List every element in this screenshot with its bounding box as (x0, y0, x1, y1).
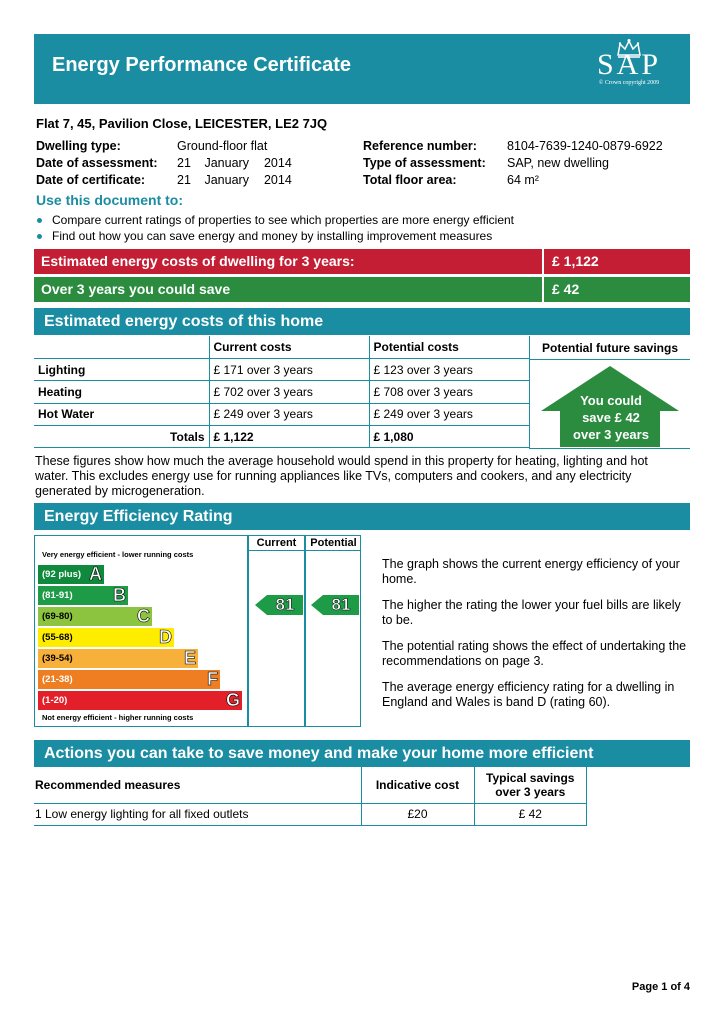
band-letter: C (137, 606, 150, 626)
rating-explanation (382, 557, 688, 721)
assessment-date-row (36, 155, 292, 172)
totals-label: Totals (34, 426, 209, 448)
actions-table (34, 767, 587, 826)
rating-band-f (38, 670, 220, 689)
reference-row (363, 138, 663, 155)
table-header-empty (34, 336, 209, 358)
crown-copyright: © Crown copyright 2009 (598, 80, 660, 86)
list-item (36, 228, 514, 244)
band-range: (21-38) (42, 674, 73, 685)
certificate-day: 21 (177, 173, 191, 187)
details-right (363, 138, 663, 189)
table-row (34, 358, 529, 380)
sap-logo-text: SAP (596, 48, 662, 81)
totals-row (34, 426, 529, 448)
current-rating-value: 81 (275, 595, 295, 614)
bullet-icon (37, 218, 42, 223)
costs-note: These figures show how much the average household would spend in this property for heating, lighting and hot water. This excludes energy use for running appliances like TVs, computers and cookers, and any electricity generated by microgeneration. (35, 454, 648, 498)
future-savings-line: over 3 years (573, 427, 649, 442)
list-item (36, 212, 514, 228)
band-letter: B (113, 585, 126, 605)
current-rating-arrow (255, 595, 303, 620)
property-address: Flat 7, 45, Pavilion Close, LEICESTER, LE2 7JQ (36, 116, 328, 131)
row-name: Hot Water (34, 403, 209, 425)
assessment-day: 21 (177, 156, 191, 170)
estimated-cost-value: £ 1,122 (552, 253, 599, 269)
floor-area-row (363, 172, 663, 189)
sap-logo (584, 38, 674, 100)
band-letter: D (159, 627, 172, 647)
total-current: £ 1,122 (209, 426, 369, 448)
rating-band-b (38, 586, 128, 605)
rating-paragraph: The potential rating shows the effect of undertaking the recommendations on page 3. (382, 639, 687, 668)
current-column-header: Current (249, 536, 304, 551)
table-header-potential: Potential costs (369, 336, 529, 358)
measure-cost: £20 (361, 803, 474, 825)
table-header-current: Current costs (209, 336, 369, 358)
future-savings-text (550, 392, 672, 443)
band-letter: A (89, 564, 102, 584)
actions-section-header: Actions you can take to save money and make your home more efficient (34, 740, 690, 767)
efficient-label: Very energy efficient - lower running costs (42, 550, 194, 559)
band-letter: E (183, 648, 196, 668)
dwelling-type-value: Ground-floor flat (177, 139, 268, 153)
inefficient-label: Not energy efficient - higher running costs (42, 713, 194, 722)
bullet-icon (37, 234, 42, 239)
row-current: £ 171 over 3 years (209, 358, 369, 380)
rating-band-d (38, 628, 174, 647)
savings-header: Typical savings over 3 years (474, 767, 587, 803)
page-number: Page 1 of 4 (631, 981, 690, 993)
estimated-cost-label: Estimated energy costs of dwelling for 3 years: (34, 249, 544, 274)
potential-rating-value: 81 (331, 595, 351, 614)
costs-table (34, 336, 529, 448)
rating-band-c (38, 607, 152, 626)
assessment-date-value (177, 155, 292, 172)
band-range: (1-20) (42, 695, 68, 706)
assessment-type-value: SAP, new dwelling (507, 156, 609, 170)
rating-band-a (38, 565, 104, 584)
certificate-date-row (36, 172, 292, 189)
use-document-title: Use this document to: (36, 192, 184, 208)
certificate-year: 2014 (263, 173, 292, 187)
band-letter: G (225, 690, 240, 710)
costs-section-header: Estimated energy costs of this home (34, 308, 690, 335)
savings-bar (34, 277, 690, 302)
certificate-date-label: Date of certificate: (36, 173, 146, 187)
savings-value: £ 42 (552, 281, 580, 297)
measure-saving: £ 42 (474, 803, 587, 825)
rating-section-header: Energy Efficiency Rating (34, 503, 690, 530)
assessment-date-label: Date of assessment: (36, 156, 158, 170)
measure-name: 1 Low energy lighting for all fixed outlets (34, 803, 361, 825)
table-header-row (34, 336, 529, 358)
row-current: £ 249 over 3 years (209, 403, 369, 425)
dwelling-type-label: Dwelling type: (36, 139, 121, 153)
certificate-month: January (204, 173, 249, 187)
future-savings-header: Potential future savings (529, 336, 690, 360)
future-savings-line: You could (580, 393, 642, 408)
rating-paragraph: The average energy efficiency rating for a dwelling in England and Wales is band D (rating 60). (382, 680, 675, 709)
rating-chart (34, 535, 361, 727)
row-potential: £ 249 over 3 years (369, 403, 529, 425)
column-divider (304, 536, 306, 726)
band-letter: F (207, 669, 218, 689)
assessment-month: January (204, 156, 249, 170)
table-row (34, 803, 587, 825)
row-name: Lighting (34, 358, 209, 380)
assessment-type-label: Type of assessment: (363, 156, 486, 170)
rating-paragraph: The higher the rating the lower your fuel bills are likely to be. (382, 598, 681, 627)
cost-header: Indicative cost (361, 767, 474, 803)
future-savings-box (529, 360, 690, 449)
row-name: Heating (34, 381, 209, 403)
certificate-date-value (177, 172, 292, 189)
bullet-text: Find out how you can save energy and money by installing improvement measures (52, 229, 493, 243)
reference-value: 8104-7639-1240-0879-6922 (507, 139, 663, 153)
assessment-type-row (363, 155, 663, 172)
reference-label: Reference number: (363, 139, 477, 153)
measures-header: Recommended measures (34, 767, 361, 803)
band-range: (92 plus) (42, 569, 82, 580)
row-current: £ 702 over 3 years (209, 381, 369, 403)
potential-rating-arrow (311, 595, 359, 620)
band-range: (69-80) (42, 611, 73, 622)
savings-label: Over 3 years you could save (34, 277, 544, 302)
band-range: (81-91) (42, 590, 73, 601)
potential-column-header: Potential (306, 536, 361, 551)
table-row (34, 381, 529, 403)
dwelling-type-row (36, 138, 292, 155)
row-potential: £ 123 over 3 years (369, 358, 529, 380)
certificate-header (34, 34, 690, 104)
rating-band-e (38, 649, 198, 668)
future-savings-line: save £ 42 (582, 410, 640, 425)
floor-area-value: 64 m² (507, 173, 539, 187)
table-header-row (34, 767, 587, 803)
band-range: (39-54) (42, 653, 73, 664)
row-potential: £ 708 over 3 years (369, 381, 529, 403)
assessment-year: 2014 (263, 156, 292, 170)
table-row (34, 403, 529, 425)
floor-area-label: Total floor area: (363, 173, 457, 187)
total-potential: £ 1,080 (369, 426, 529, 448)
rating-paragraph: The graph shows the current energy efficiency of your home. (382, 557, 680, 586)
bullet-text: Compare current ratings of properties to see which properties are more energy efficient (52, 213, 515, 227)
band-range: (55-68) (42, 632, 73, 643)
column-divider (247, 536, 249, 726)
use-document-list (36, 212, 514, 244)
page-title: Energy Performance Certificate (52, 54, 352, 76)
rating-band-g (38, 691, 242, 710)
details-left (36, 138, 292, 189)
estimated-cost-bar (34, 249, 690, 274)
